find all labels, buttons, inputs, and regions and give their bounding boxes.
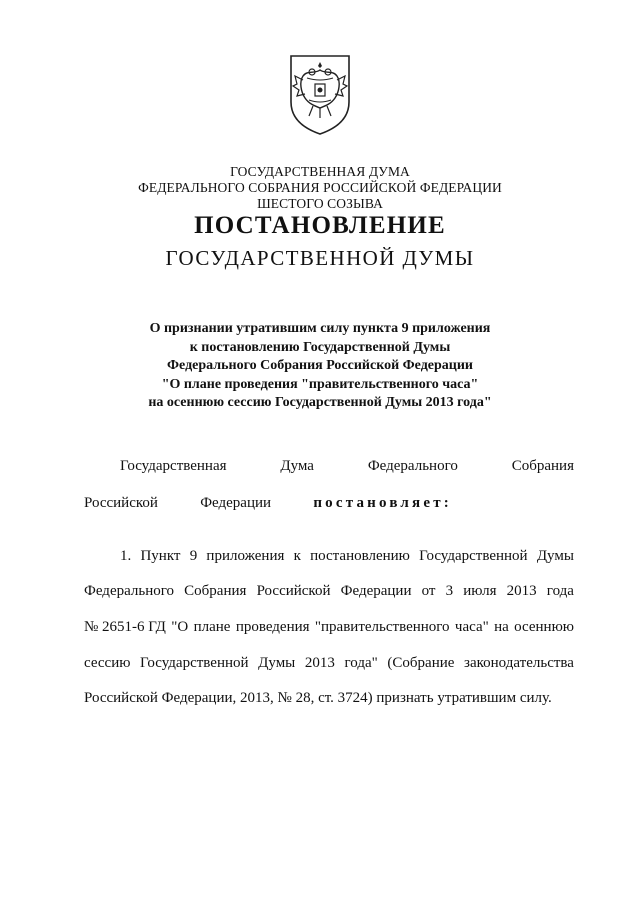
preamble-word: Государственная — [120, 458, 227, 474]
assembly-name: ФЕДЕРАЛЬНОГО СОБРАНИЯ РОССИЙСКОЙ ФЕДЕРАЦИИ — [138, 180, 502, 195]
body-word: 2013 — [304, 655, 335, 671]
body-line-5 — [84, 690, 574, 707]
body-line-2 — [84, 583, 574, 600]
subject-line: О признании утратившим силу пункта 9 приложения — [149, 321, 491, 336]
body-word: постановлению — [310, 548, 410, 564]
convocation: ШЕСТОГО СОЗЫВА — [257, 196, 383, 211]
body-word: к — [293, 548, 301, 564]
body-line-1 — [120, 548, 574, 565]
body-line-3 — [84, 619, 574, 636]
body-word: проведения — [235, 619, 310, 635]
body-word: "О — [171, 619, 189, 635]
preamble-word: Федерации — [200, 495, 272, 511]
body-word: осеннюю — [514, 619, 574, 635]
body-word: 3 — [445, 583, 454, 599]
russian-coat-of-arms-icon — [285, 50, 355, 136]
body-word: сессию — [84, 655, 131, 671]
body-word: Российской — [256, 583, 331, 599]
body-word: плане — [193, 619, 231, 635]
document-subject — [0, 320, 640, 413]
preamble-word: Российской — [84, 495, 158, 511]
body-line-4 — [84, 655, 574, 672]
body-word: "правительственного — [314, 619, 450, 635]
body-word: (Собрание — [387, 655, 455, 671]
body-word: Собрания — [184, 583, 247, 599]
body-word: Федерального — [84, 583, 175, 599]
document-issuer-title: ГОСУДАРСТВЕННОЙ ДУМЫ — [165, 246, 475, 270]
preamble-word: Собрания — [511, 458, 574, 474]
preamble-word: Федерального — [367, 458, 458, 474]
body-word: Пункт — [140, 548, 181, 564]
body-word: Федерации — [340, 583, 412, 599]
subject-line: на осеннюю сессию Государственной Думы 2013 года" — [148, 395, 492, 410]
body-word: Думы — [536, 548, 574, 564]
body-word: Российской Федерации, 2013, № 28, ст. 3724) признать утратившим силу. — [84, 690, 552, 706]
body-word: 1. — [120, 548, 132, 564]
body-word: приложения — [206, 548, 285, 564]
body-word: года — [546, 583, 574, 599]
body-word: июля — [463, 583, 497, 599]
body-word: года" — [344, 655, 378, 671]
organization-name: ГОСУДАРСТВЕННАЯ ДУМА — [230, 164, 410, 179]
body-word: Государственной — [140, 655, 249, 671]
subject-line: "О плане проведения "правительственного часа" — [161, 376, 479, 392]
subject-line: к постановлению Государственной Думы — [189, 339, 451, 355]
body-word: законодательства — [464, 655, 574, 671]
subject-line: Федерального Собрания Российской Федерации — [167, 358, 473, 373]
body-word: часа" — [454, 619, 489, 635]
body-word: № 2651-6 ГД — [84, 619, 166, 635]
resolution-verb: постановляет: — [313, 495, 452, 511]
preamble-line-1 — [120, 458, 574, 475]
body-word: на — [494, 619, 509, 635]
body-word: 2013 — [506, 583, 537, 599]
preamble-word: Дума — [280, 458, 314, 474]
preamble-line-2 — [84, 495, 452, 512]
body-word: Государственной — [419, 548, 528, 564]
document-type-title: ПОСТАНОВЛЕНИЕ — [194, 212, 446, 239]
body-word: 9 — [189, 548, 198, 564]
body-word: Думы — [258, 655, 296, 671]
body-word: от — [421, 583, 436, 599]
